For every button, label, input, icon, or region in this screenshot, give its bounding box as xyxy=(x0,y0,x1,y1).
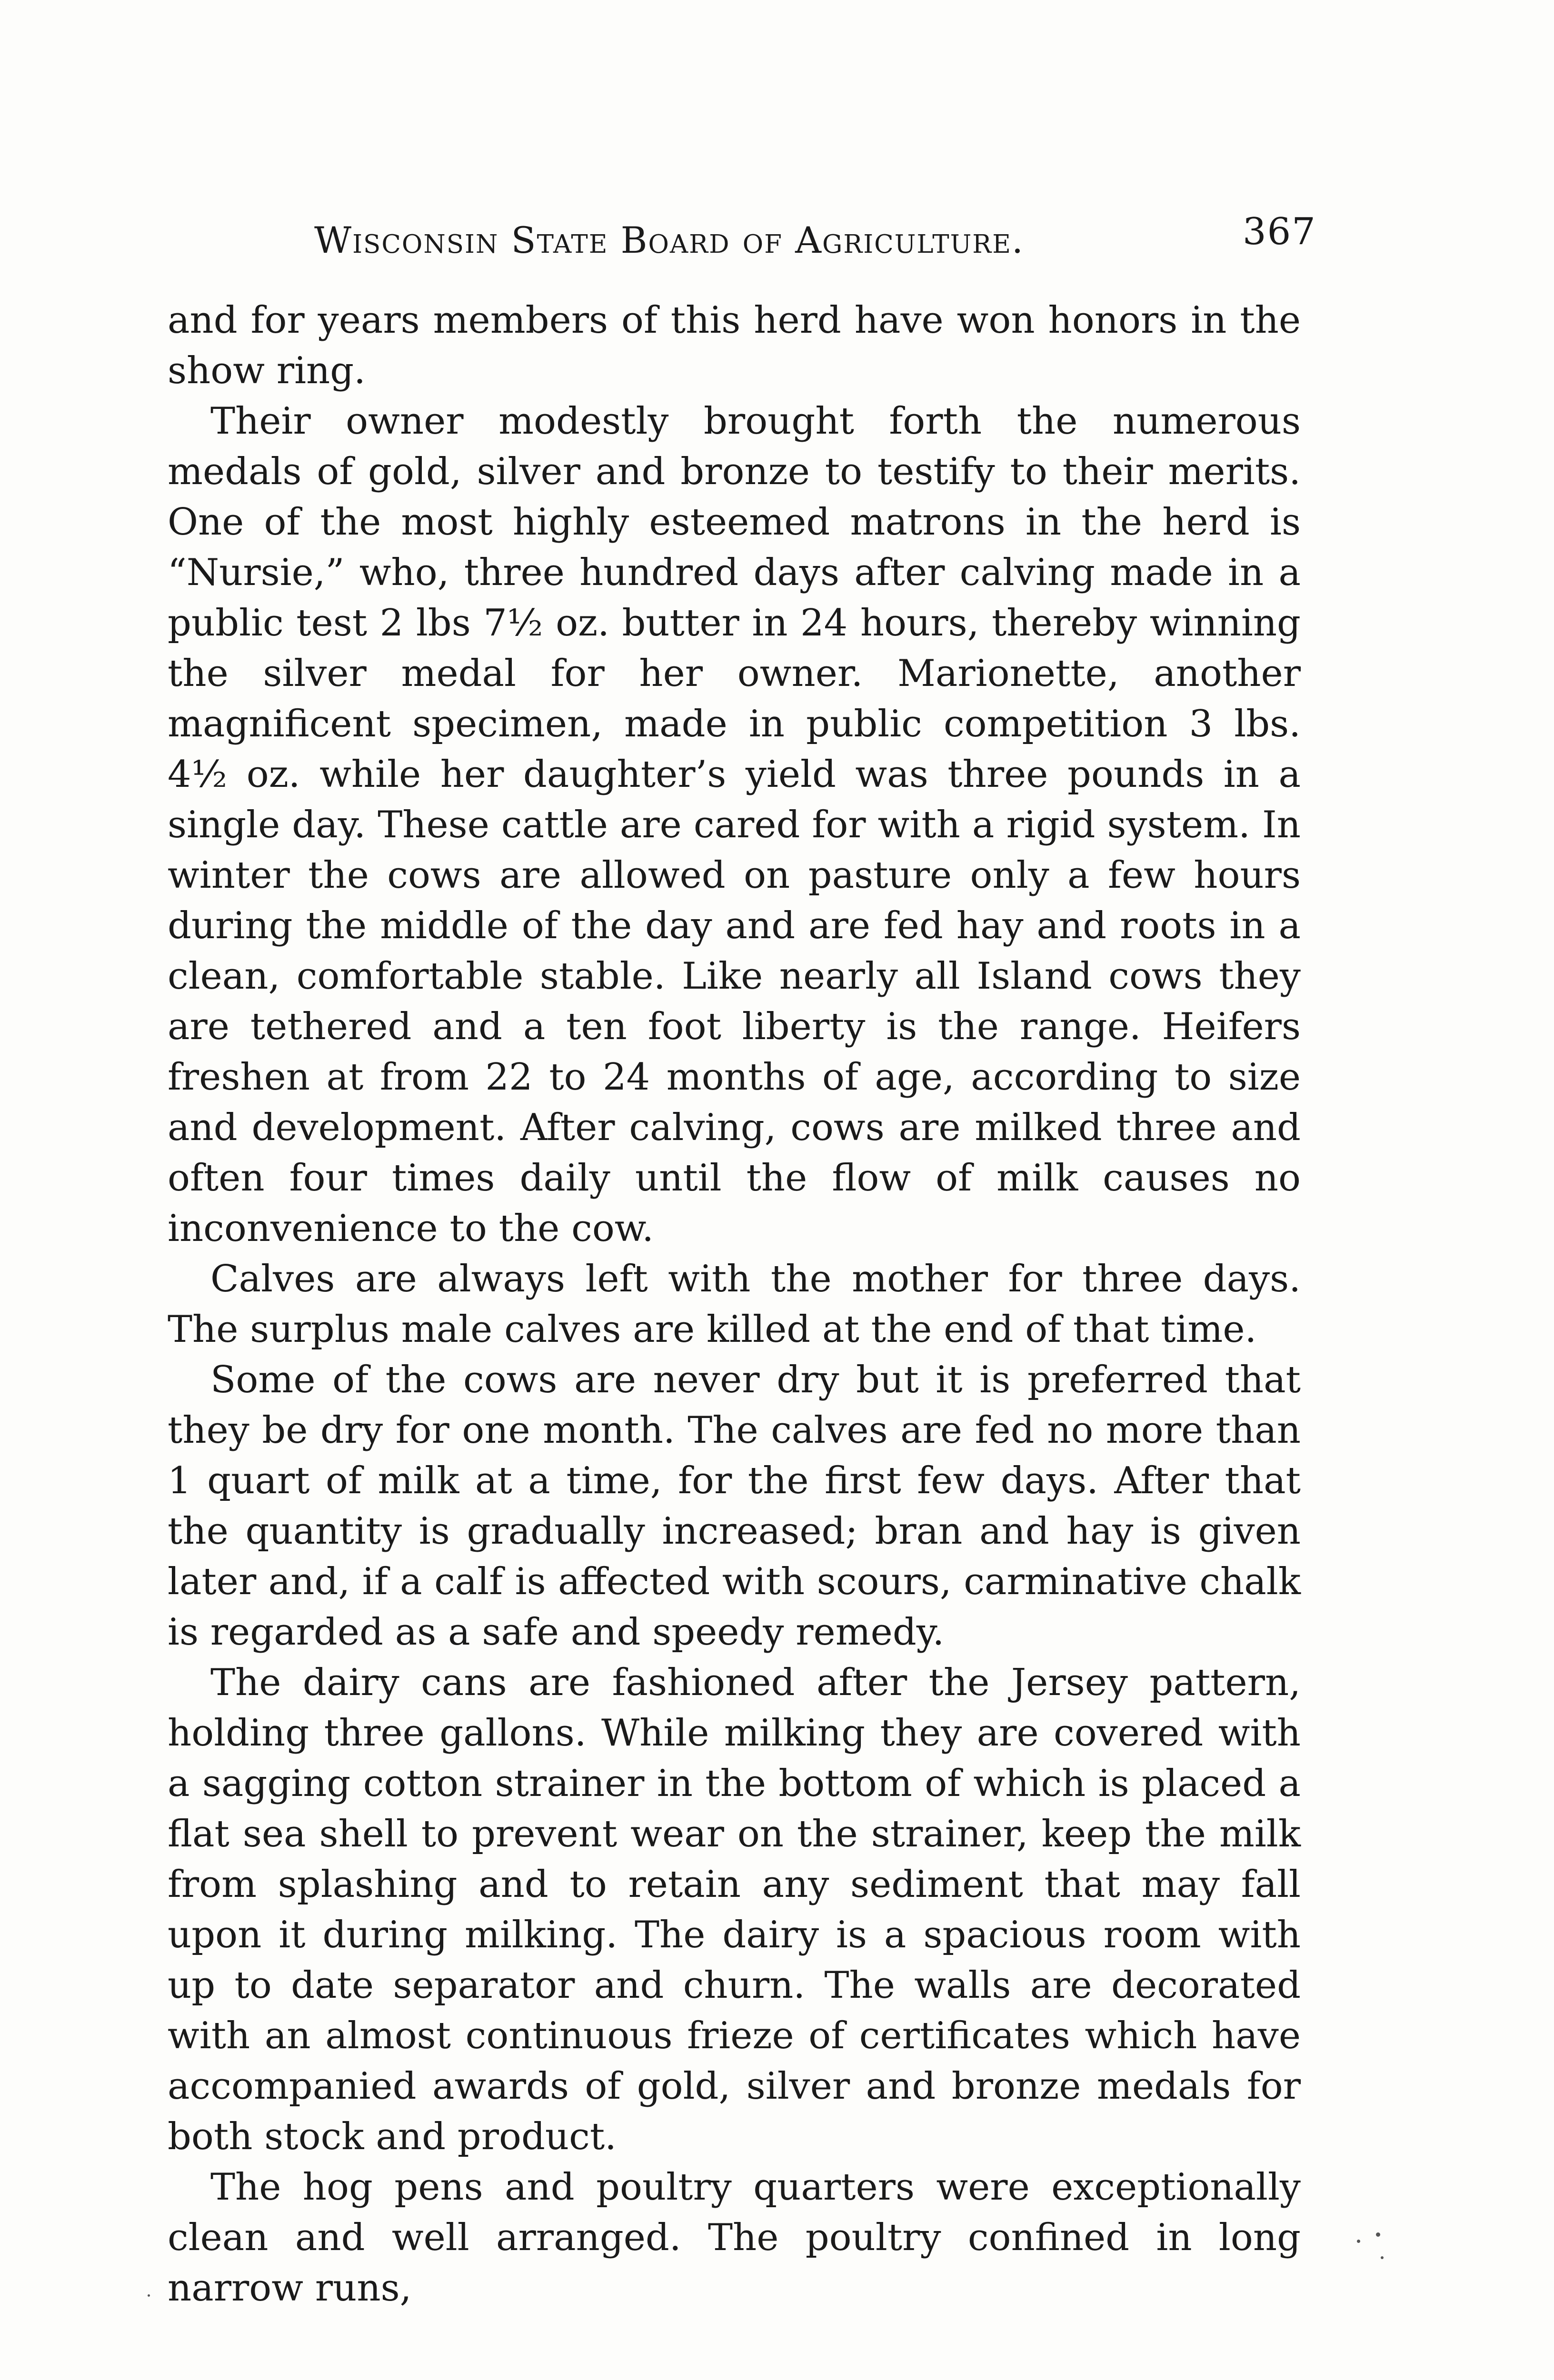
paragraph-dry-cows: Some of the cows are never dry but it is preferred that they be dry for one month. The calves are fed no more than 1 quart of milk at a time, for the first few days. After that the quantity is gradually increased; bran and hay is given later and, if a calf is affected with scours, carminative chalk is regarded as a safe and speedy remedy. xyxy=(168,1359,1301,1654)
paragraph-calves: Calves are always left with the mother for three days. The surplus male calves are killed at the end of that time. xyxy=(168,1258,1301,1351)
paragraph-owner-medals: Their owner modestly brought forth the numerous medals of gold, silver and bronze to testify to their merits. One of the most highly esteemed matrons in the herd is “Nursie,” who, three hundred days after calving made in a public test 2 lbs 7½ oz. butter in 24 hours, thereby winning the silver medal for her owner. Marionette, another magnificent specimen, made in public competition 3 lbs. 4½ oz. while her daughter’s yield was three pounds in a single day. These cattle are cared for with a rigid system. In winter the cows are allowed on pasture only a few hours during the middle of the day and are fed hay and roots in a clean, comfortable stable. Like nearly all Island cows they are tethered and a ten foot liberty is the range. Heifers freshen at from 22 to 24 months of age, according to size and development. After calving, cows are milked three and often four times daily until the flow of milk causes no inconvenience to the cow. xyxy=(168,400,1301,1250)
ink-speck xyxy=(1376,2232,1380,2237)
ink-speck xyxy=(148,2294,150,2297)
ink-speck xyxy=(1381,2256,1384,2259)
running-title: Wisconsin State Board of Agriculture. xyxy=(314,219,1025,261)
running-head xyxy=(305,210,1316,269)
page-number: 367 xyxy=(1243,210,1316,253)
paragraph-dairy-cans: The dairy cans are fashioned after the Jersey pattern, holding three gallons. While milking they are covered with a sagging cotton strainer in the bottom of which is placed a flat sea shell to prevent wear on the strainer, keep the milk from splashing and to retain any sediment that may fall upon it during milking. The dairy is a spacious room with up to date separator and churn. The walls are decorated with an almost continuous frieze of certificates which have accompanied awards of gold, silver and bronze medals for both stock and product. xyxy=(168,1661,1301,2158)
paragraph-continuation: and for years members of this herd have won honors in the show ring. xyxy=(168,299,1301,392)
ink-speck xyxy=(1357,2240,1360,2243)
paragraph-hog-pens: The hog pens and poultry quarters were exceptionally clean and well arranged. The poultry confined in long narrow runs, xyxy=(168,2166,1301,2310)
body-text xyxy=(168,295,1301,2310)
